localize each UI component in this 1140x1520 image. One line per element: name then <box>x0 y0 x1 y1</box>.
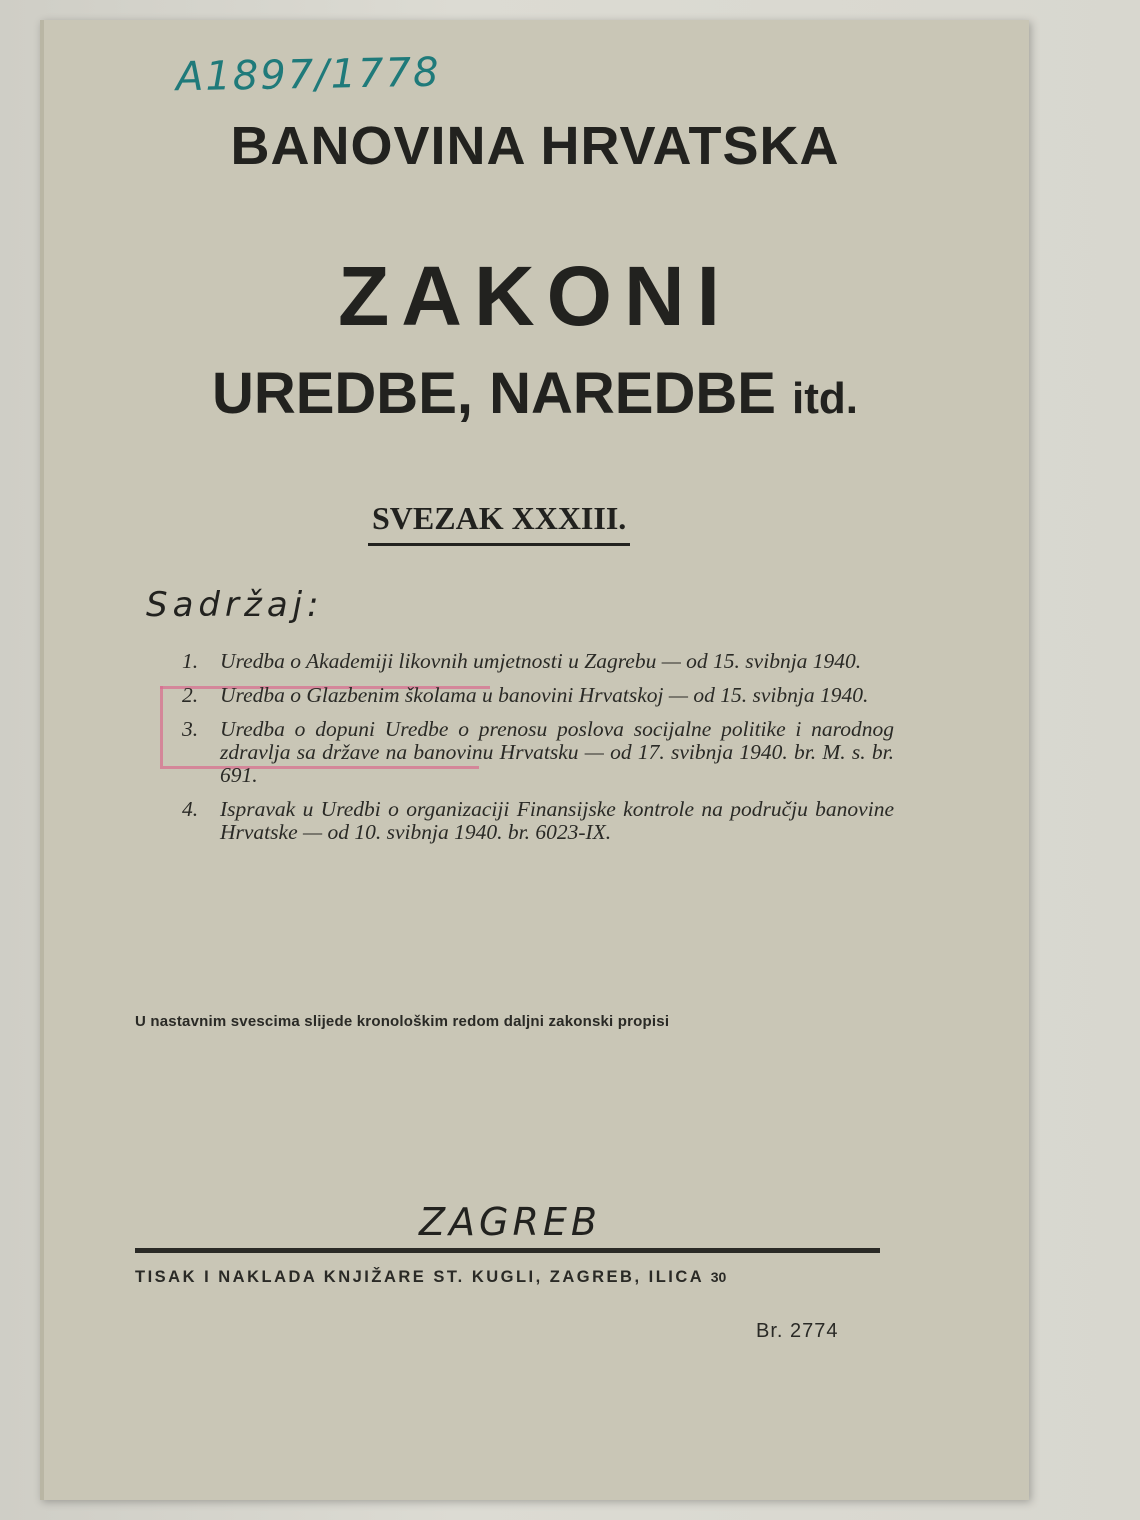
contents-list <box>182 650 894 855</box>
list-item <box>182 718 894 787</box>
subtitle-suffix: itd. <box>792 374 859 423</box>
footer-divider <box>135 1248 880 1253</box>
item-text: Uredba o Akademiji likovnih umjetnosti u Zagrebu — od 15. svibnja 1940. <box>220 649 862 673</box>
subtitle-main: UREDBE, NAREDBE <box>211 361 776 426</box>
list-item <box>182 684 894 707</box>
item-text: Uredba o dopuni Uredbe o prenosu poslova socijalne politike i narodnog zdravlja sa države na banovinu Hrvatsku — od 17. svibnja 1940. br. M. s. br. 691. <box>220 717 894 787</box>
item-number: 4. <box>182 797 199 821</box>
printer-line <box>135 1268 895 1287</box>
handwritten-mark: A1897/1778 <box>175 49 441 101</box>
item-number: 2. <box>182 683 199 707</box>
printer-name: TISAK I NAKLADA KNJIŽARE ST. KUGLI, ZAGREB, ILICA <box>135 1268 704 1286</box>
publication-city: ZAGREB <box>419 1200 601 1244</box>
list-item <box>182 798 894 844</box>
item-number: 1. <box>182 649 199 673</box>
item-text: Uredba o Glazbenim školama u banovini Hrvatskoj — od 15. svibnja 1940. <box>220 683 869 707</box>
catalog-number: Br. 2774 <box>756 1320 839 1342</box>
item-number: 3. <box>182 717 199 741</box>
printer-street-number: 30 <box>710 1269 727 1285</box>
volume-label: SVEZAK XXXIII. <box>368 500 630 546</box>
document-subtitle <box>100 360 970 427</box>
continuation-note: U nastavnim svescima slijede kronološkim redom daljni zakonski propisi <box>135 1013 670 1030</box>
contents-heading: Sadržaj: <box>146 585 324 625</box>
region-heading: BANOVINA HRVATSKA <box>230 116 840 176</box>
item-text: Ispravak u Uredbi o organizaciji Finansijske kontrole na području banovine Hrvatske — od 10. svibnja 1940. br. 6023-IX. <box>220 797 894 844</box>
list-item <box>182 650 894 673</box>
document-title: ZAKONI <box>338 249 732 343</box>
